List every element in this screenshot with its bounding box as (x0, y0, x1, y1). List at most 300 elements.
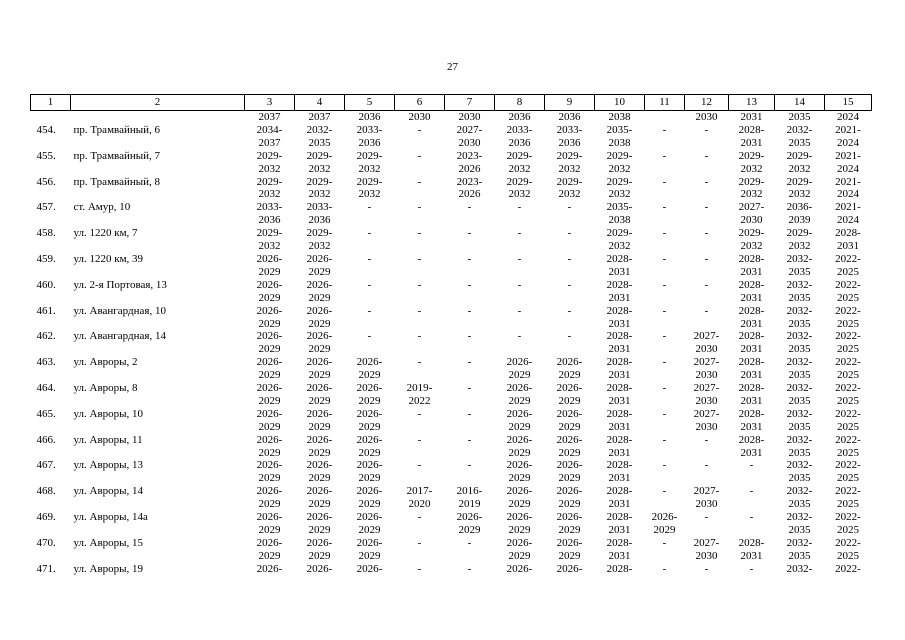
table-cell (645, 434, 685, 460)
table-cell (645, 485, 685, 511)
table-cell (545, 150, 595, 176)
table-cell (729, 434, 775, 460)
table-cell (595, 563, 645, 576)
cell-line: - (704, 227, 709, 240)
cell-line: 2025 (837, 394, 859, 407)
cell-line: 2026- (556, 536, 583, 549)
cell-line: 2029- (786, 227, 813, 240)
cell-line: - (662, 407, 667, 420)
cell-line: 2029- (738, 175, 765, 188)
cell-line: 2029 (258, 343, 281, 356)
cell-line: 2029 (308, 549, 331, 562)
table-cell (595, 150, 645, 176)
table-cell (495, 408, 545, 434)
table-cell: 2038 (608, 111, 631, 123)
cell-line: 2029- (556, 175, 583, 188)
cell-line: - (704, 433, 709, 446)
cell-line: - (704, 459, 709, 472)
cell-line: 2029 (508, 498, 531, 511)
cell-line: 2032 (308, 240, 331, 253)
cell-line: - (467, 536, 472, 549)
table-cell (345, 537, 395, 563)
table-cell (545, 305, 595, 331)
table-row (31, 279, 872, 305)
table-cell (495, 485, 545, 511)
table-row (31, 124, 872, 150)
cell-line: 2032- (786, 382, 813, 395)
cell-line: 2026- (506, 356, 533, 369)
table-cell: 2036 (558, 111, 581, 123)
cell-line: 2036 (358, 136, 381, 149)
table-cell (729, 382, 775, 408)
cell-line: - (662, 356, 667, 369)
cell-line: 2032 (308, 188, 331, 201)
table-row (31, 253, 872, 279)
cell-line: 2029 (358, 394, 381, 407)
table-cell (825, 253, 872, 279)
cell-line: 2032- (306, 123, 333, 136)
cell-line: 2029 (358, 420, 381, 433)
table-cell (245, 356, 295, 382)
table-cell (295, 459, 345, 485)
table-cell (445, 408, 495, 434)
table-cell (295, 537, 345, 563)
cell-line: 2026- (256, 459, 283, 472)
cell-line: 2026- (256, 278, 283, 291)
cell-line: 2027- (456, 123, 483, 136)
cell-line: - (517, 252, 522, 265)
cell-line: 2029 (308, 291, 331, 304)
table-cell (445, 330, 495, 356)
cell-line: - (417, 252, 422, 265)
table-cell (345, 330, 395, 356)
table-cell (545, 253, 595, 279)
cell-line: 2035 (308, 136, 331, 149)
cell-line: 2030 (740, 214, 763, 227)
cell-line: 2029 (558, 472, 581, 485)
table-cell (729, 150, 775, 176)
cell-line: 2029- (306, 149, 333, 162)
cell-line: 2032 (508, 188, 531, 201)
table-cell (345, 124, 395, 150)
cell-line: 2031 (740, 394, 763, 407)
cell-line: - (662, 330, 667, 343)
cell-line: - (467, 227, 472, 240)
table-cell (545, 330, 595, 356)
table-cell (395, 382, 445, 408)
table-row (31, 434, 872, 460)
cell-line: 2021- (835, 201, 861, 214)
cell-line: 2032 (258, 162, 281, 175)
row-number: 459. (36, 252, 56, 265)
table-cell (825, 176, 872, 202)
cell-line: 2029- (256, 227, 283, 240)
table-cell (729, 563, 775, 576)
table-cell (595, 382, 645, 408)
cell-line: 2025 (837, 420, 859, 433)
cell-line: 2029- (606, 175, 633, 188)
cell-line: 2032 (558, 162, 581, 175)
cell-line: 2029 (258, 420, 281, 433)
cell-line: 2029- (256, 149, 283, 162)
cell-line: 2031 (740, 369, 763, 382)
cell-line: - (417, 356, 422, 369)
cell-line: - (367, 330, 372, 343)
cell-line: 2032- (786, 252, 813, 265)
column-header: 13 (729, 95, 775, 111)
cell-line: - (417, 511, 422, 524)
schedule-table (30, 94, 872, 576)
cell-line: 2031 (740, 343, 763, 356)
table-cell (825, 150, 872, 176)
cell-line: 2029 (458, 524, 481, 536)
cell-line: - (417, 149, 422, 162)
table-cell (445, 305, 495, 331)
cell-line: - (367, 278, 372, 291)
table-cell (685, 227, 729, 253)
row-number: 458. (36, 227, 56, 240)
cell-line: - (567, 252, 572, 265)
cell-line: 2035 (788, 549, 811, 562)
table-cell (395, 563, 445, 576)
table-row (31, 382, 872, 408)
table-cell (495, 537, 545, 563)
cell-line: 2029- (306, 227, 333, 240)
cell-line: - (662, 433, 667, 446)
cell-line: 2032- (786, 407, 813, 420)
cell-line: 2021- (835, 149, 861, 162)
cell-line: 2022- (835, 330, 861, 343)
table-cell (685, 537, 729, 563)
cell-line: 2032 (558, 188, 581, 201)
table-cell (825, 511, 872, 537)
cell-line: 2032 (740, 162, 763, 175)
table-cell: 2031 (740, 111, 763, 123)
table-cell (729, 511, 775, 537)
cell-line: 2031 (608, 369, 631, 382)
table-cell (395, 253, 445, 279)
cell-line: - (662, 278, 667, 291)
cell-line: 2036 (558, 136, 581, 149)
cell-line: 2026 (458, 162, 481, 175)
table-cell (295, 485, 345, 511)
address-cell: ул. Авроры, 14а (73, 511, 148, 524)
cell-line: - (662, 149, 667, 162)
cell-line: 2029 (308, 420, 331, 433)
table-cell (825, 563, 872, 576)
column-header: 11 (645, 95, 685, 111)
cell-line: 2025 (837, 369, 859, 382)
table-cell (395, 279, 445, 305)
table-cell (729, 356, 775, 382)
table-cell (545, 563, 595, 576)
cell-line: 2030 (458, 136, 481, 149)
cell-line: - (467, 382, 472, 395)
cell-line: 2028- (606, 511, 633, 524)
table-cell (645, 408, 685, 434)
table-cell (395, 485, 445, 511)
row-number: 471. (36, 562, 56, 575)
table-cell (595, 459, 645, 485)
table-cell (345, 511, 395, 537)
table-cell (395, 356, 445, 382)
table-cell (595, 124, 645, 150)
cell-line: - (704, 304, 709, 317)
cell-line: 2034- (256, 123, 283, 136)
cell-line: 2026- (556, 356, 583, 369)
cell-line: 2029 (258, 446, 281, 459)
table-cell (395, 511, 445, 537)
carryover-row (31, 111, 872, 124)
cell-line: 2029 (508, 524, 531, 536)
cell-line: 2032 (308, 162, 331, 175)
cell-line: 2032- (786, 485, 813, 498)
address-cell: ул. Авроры, 8 (73, 382, 138, 395)
cell-line: 2022- (835, 278, 861, 291)
cell-line: 2026- (256, 382, 283, 395)
table-cell (595, 330, 645, 356)
column-header: 2 (71, 95, 245, 111)
table-cell (825, 227, 872, 253)
table-cell (345, 150, 395, 176)
row-number: 454. (36, 123, 56, 136)
cell-line: 2026- (256, 536, 283, 549)
cell-line: 2028- (606, 356, 633, 369)
cell-line: 2017- (406, 485, 433, 498)
column-header: 3 (245, 95, 295, 111)
cell-line: 2025 (837, 472, 859, 485)
cell-line: 2032 (508, 162, 531, 175)
cell-line: - (567, 304, 572, 317)
cell-line: 2029 (308, 265, 331, 278)
table-cell (295, 434, 345, 460)
cell-line: 2025 (837, 343, 859, 356)
cell-line: 2022- (835, 382, 861, 395)
cell-line: 2028- (606, 536, 633, 549)
cell-line: 2033- (306, 201, 333, 214)
table-cell (545, 176, 595, 202)
cell-line: 2026- (306, 356, 333, 369)
cell-line: - (662, 382, 667, 395)
cell-line: - (749, 562, 754, 575)
cell-line: 2029 (258, 498, 281, 511)
table-row (31, 176, 872, 202)
table-cell (395, 201, 445, 227)
table-cell (545, 459, 595, 485)
cell-line: 2029 (258, 291, 281, 304)
cell-line: - (749, 485, 754, 498)
cell-line: 2032- (786, 536, 813, 549)
cell-line: 2029 (558, 446, 581, 459)
cell-line: - (367, 304, 372, 317)
cell-line: 2029 (508, 549, 531, 562)
table-cell (545, 485, 595, 511)
row-number: 465. (36, 407, 56, 420)
table-cell (545, 382, 595, 408)
cell-line: 2029 (258, 472, 281, 485)
cell-line: - (417, 227, 422, 240)
cell-line: - (417, 278, 422, 291)
column-header: 6 (395, 95, 445, 111)
cell-line: 2031 (608, 317, 631, 330)
cell-line: 2035 (788, 136, 811, 149)
cell-line: 2031 (608, 420, 631, 433)
cell-line: 2035 (788, 394, 811, 407)
cell-line: - (467, 356, 472, 369)
table-cell (245, 537, 295, 563)
cell-line: 2026- (506, 382, 533, 395)
cell-line: 2029 (508, 420, 531, 433)
cell-line: - (417, 433, 422, 446)
cell-line: 2031 (740, 420, 763, 433)
table-cell (595, 434, 645, 460)
table-cell (775, 279, 825, 305)
cell-line: 2030 (695, 498, 718, 511)
table-cell (345, 408, 395, 434)
cell-line: 2027- (693, 330, 720, 343)
cell-line: 2027- (693, 356, 720, 369)
cell-line: 2025 (837, 549, 859, 562)
cell-line: 2029- (606, 227, 633, 240)
table-cell (825, 537, 872, 563)
cell-line: 2026- (306, 433, 333, 446)
cell-line: 2026- (506, 485, 533, 498)
cell-line: 2030 (695, 420, 718, 433)
cell-line: 2029- (786, 175, 813, 188)
cell-line: 2031 (608, 524, 631, 536)
table-cell (395, 537, 445, 563)
header-row (31, 95, 872, 111)
cell-line: 2031 (608, 265, 631, 278)
row-number: 460. (36, 278, 56, 291)
table-cell (825, 356, 872, 382)
table-cell (775, 253, 825, 279)
cell-line: - (417, 459, 422, 472)
cell-line: 2031 (740, 317, 763, 330)
cell-line: 2029 (358, 549, 381, 562)
cell-line: 2029 (558, 420, 581, 433)
cell-line: 2026- (306, 252, 333, 265)
table-row (31, 537, 872, 563)
cell-line: 2032 (608, 188, 631, 201)
cell-line: 2027- (738, 201, 765, 214)
cell-line: 2019- (406, 382, 433, 395)
column-header: 8 (495, 95, 545, 111)
cell-line: 2028- (606, 330, 633, 343)
table-cell (545, 408, 595, 434)
cell-line: 2026- (256, 252, 283, 265)
cell-line: 2029- (738, 149, 765, 162)
cell-line: 2036 (308, 214, 331, 227)
cell-line: 2026- (306, 562, 333, 575)
cell-line: 2031 (740, 549, 763, 562)
table-cell (395, 150, 445, 176)
cell-line: - (662, 485, 667, 498)
cell-line: 2025 (837, 265, 859, 278)
table-cell (775, 227, 825, 253)
table-cell (685, 305, 729, 331)
table-cell (685, 408, 729, 434)
cell-line: - (417, 123, 422, 136)
address-cell: ул. 1220 км, 7 (73, 227, 138, 240)
table-cell (295, 124, 345, 150)
table-cell (295, 382, 345, 408)
table-cell (775, 485, 825, 511)
cell-line: 2029 (258, 524, 281, 536)
cell-line: 2035 (788, 343, 811, 356)
table-cell (645, 253, 685, 279)
row-number: 469. (36, 511, 56, 524)
table-cell (645, 459, 685, 485)
column-header: 15 (825, 95, 872, 111)
cell-line: 2022- (835, 433, 861, 446)
table-cell (345, 459, 395, 485)
cell-line: 2035 (788, 265, 811, 278)
cell-line: 2035 (788, 420, 811, 433)
cell-line: 2032- (786, 123, 813, 136)
cell-line: 2031 (608, 446, 631, 459)
table-cell (825, 305, 872, 331)
cell-line: - (417, 536, 422, 549)
table-cell (445, 150, 495, 176)
table-cell (295, 253, 345, 279)
cell-line: 2029- (738, 227, 765, 240)
cell-line: 2029- (356, 149, 383, 162)
cell-line: 2024 (837, 188, 859, 201)
row-number: 464. (36, 382, 56, 395)
table-cell (345, 279, 395, 305)
cell-line: 2029 (358, 472, 381, 485)
cell-line: - (662, 201, 667, 214)
cell-line: 2029 (308, 524, 331, 536)
table-cell: 2024 (837, 111, 859, 123)
cell-line: - (467, 252, 472, 265)
cell-line: - (704, 252, 709, 265)
cell-line: 2035 (788, 369, 811, 382)
table-cell (729, 124, 775, 150)
table-cell (595, 408, 645, 434)
row-number: 457. (36, 201, 56, 214)
table-cell (495, 227, 545, 253)
table-cell (645, 201, 685, 227)
column-header: 14 (775, 95, 825, 111)
table-cell (729, 485, 775, 511)
cell-line: 2029 (308, 446, 331, 459)
table-cell (395, 176, 445, 202)
cell-line: 2026- (356, 536, 383, 549)
cell-line: 2031 (740, 291, 763, 304)
table-cell (685, 511, 729, 537)
table-cell (295, 330, 345, 356)
cell-line: 2026 (458, 188, 481, 201)
table-cell (825, 485, 872, 511)
table-cell (495, 356, 545, 382)
cell-line: 2029 (508, 446, 531, 459)
table-cell (445, 485, 495, 511)
table-cell (775, 150, 825, 176)
cell-line: 2026- (256, 433, 283, 446)
table-cell (245, 305, 295, 331)
table-cell (595, 485, 645, 511)
table-cell (685, 201, 729, 227)
table-cell (685, 563, 729, 576)
cell-line: 2035- (606, 123, 633, 136)
cell-line: 2026- (556, 459, 583, 472)
table-cell: 2035 (788, 111, 811, 123)
cell-line: 2027- (693, 407, 720, 420)
table-cell (495, 563, 545, 576)
cell-line: 2031 (837, 240, 859, 253)
